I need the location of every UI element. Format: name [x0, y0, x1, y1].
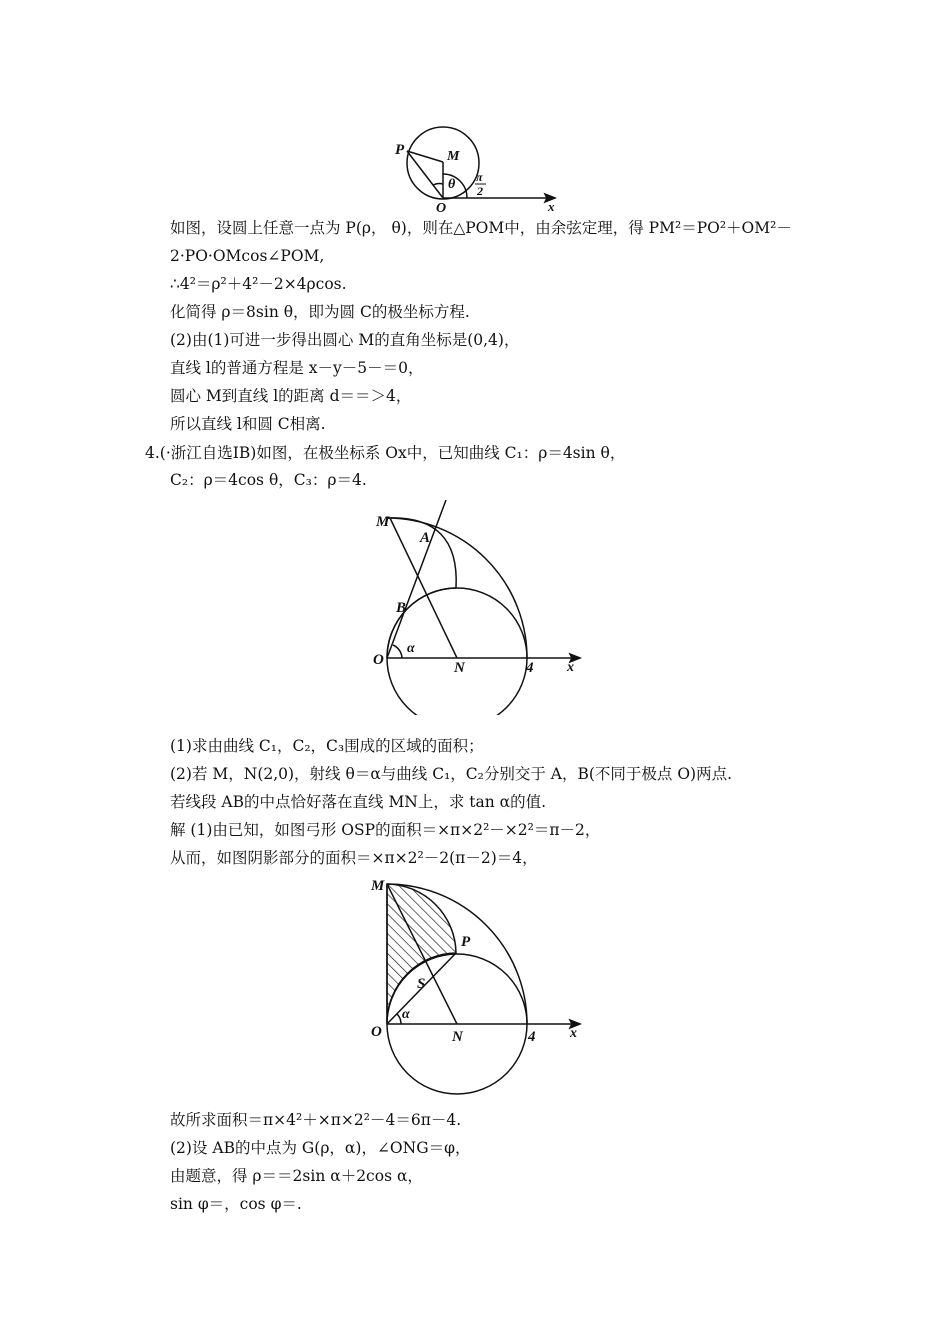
label-s: S — [417, 976, 426, 992]
text-line: (2)由(1)可进一步得出圆心 M的直角坐标是(0,4)， — [170, 331, 520, 349]
problem-4-title: 4.(·浙江自选IB)如图，在极坐标系 Ox中，已知曲线 C₁：ρ＝4sin θ， — [145, 444, 626, 462]
label-m: M — [371, 878, 385, 894]
text-line: 直线 l的普通方程是 x－y－5－＝0， — [170, 359, 424, 377]
label-alpha: α — [402, 1007, 410, 1022]
label-x: x — [567, 660, 574, 675]
text-line: 故所求面积＝π×4²＋×π×2²－4＝6π－4. — [170, 1111, 462, 1129]
figure-shaded-region — [365, 872, 595, 1100]
text-line: (2)设 AB的中点为 G(ρ，α)，∠ONG＝φ， — [170, 1139, 471, 1157]
label-alpha: α — [407, 641, 415, 656]
label-four: 4 — [526, 660, 534, 676]
text-line: 由题意，得 ρ＝＝2sin α＋2cos α， — [170, 1167, 423, 1185]
label-n: N — [454, 660, 465, 676]
text-line: (1)求由曲线 C₁，C₂，C₃围成的区域的面积； — [170, 737, 484, 755]
label-m: M — [447, 149, 460, 164]
figure-circle-pom — [385, 118, 565, 214]
text-line: 圆心 M到直线 l的距离 d＝＝＞4， — [170, 387, 412, 405]
label-two: 2 — [477, 184, 483, 198]
label-o: O — [436, 201, 447, 214]
label-theta: θ — [448, 177, 456, 192]
label-n: N — [452, 1029, 463, 1045]
segment-pm — [407, 151, 443, 162]
label-b: B — [396, 600, 407, 616]
angle-theta-arc — [433, 184, 443, 185]
angle-alpha-arc — [397, 1014, 401, 1024]
label-four: 4 — [528, 1029, 536, 1045]
text-line: 2·PO·OMcos∠POM, — [170, 247, 325, 265]
text-line: ∴4²＝ρ²＋4²－2×4ρcos. — [170, 275, 347, 293]
text-line: 若线段 AB的中点恰好落在直线 MN上，求 tan α的值. — [170, 793, 547, 811]
label-pi: π — [476, 170, 483, 184]
angle-alpha-arc — [393, 645, 402, 658]
ray-alpha — [387, 500, 446, 658]
text-line: sin φ＝，cos φ＝. — [170, 1195, 302, 1213]
label-o: O — [373, 652, 384, 668]
inner-arc — [387, 518, 456, 588]
label-x: x — [548, 199, 555, 214]
label-o: O — [371, 1024, 382, 1040]
text-line: 所以直线 l和圆 C相离. — [170, 415, 326, 433]
text-line: (2)若 M，N(2,0)，射线 θ＝α与曲线 C₁，C₂分别交于 A，B(不同于极点 O)两点. — [170, 765, 733, 783]
label-a: A — [420, 530, 431, 546]
text-line: 从而，如图阴影部分的面积＝×π×2²－2(π－2)＝4， — [170, 849, 538, 867]
text-line: 化简得 ρ＝8sin θ，即为圆 C的极坐标方程. — [170, 303, 470, 321]
label-p: P — [461, 934, 471, 950]
label-x: x — [570, 1026, 577, 1041]
segment-po — [407, 151, 443, 198]
figure-curves-c1-c2-c3 — [370, 500, 590, 715]
label-p: P — [395, 142, 405, 158]
problem-4-curves: C₂：ρ＝4cos θ，C₃：ρ＝4. — [170, 471, 367, 489]
text-line: 解 (1)由已知，如图弓形 OSP的面积＝×π×2²－×2²＝π－2， — [170, 821, 601, 839]
label-m: M — [376, 514, 390, 530]
text-line: 如图，设圆上任意一点为 P(ρ， θ)，则在△POM中，由余弦定理，得 PM²＝PO²＋OM²－ — [170, 219, 792, 237]
